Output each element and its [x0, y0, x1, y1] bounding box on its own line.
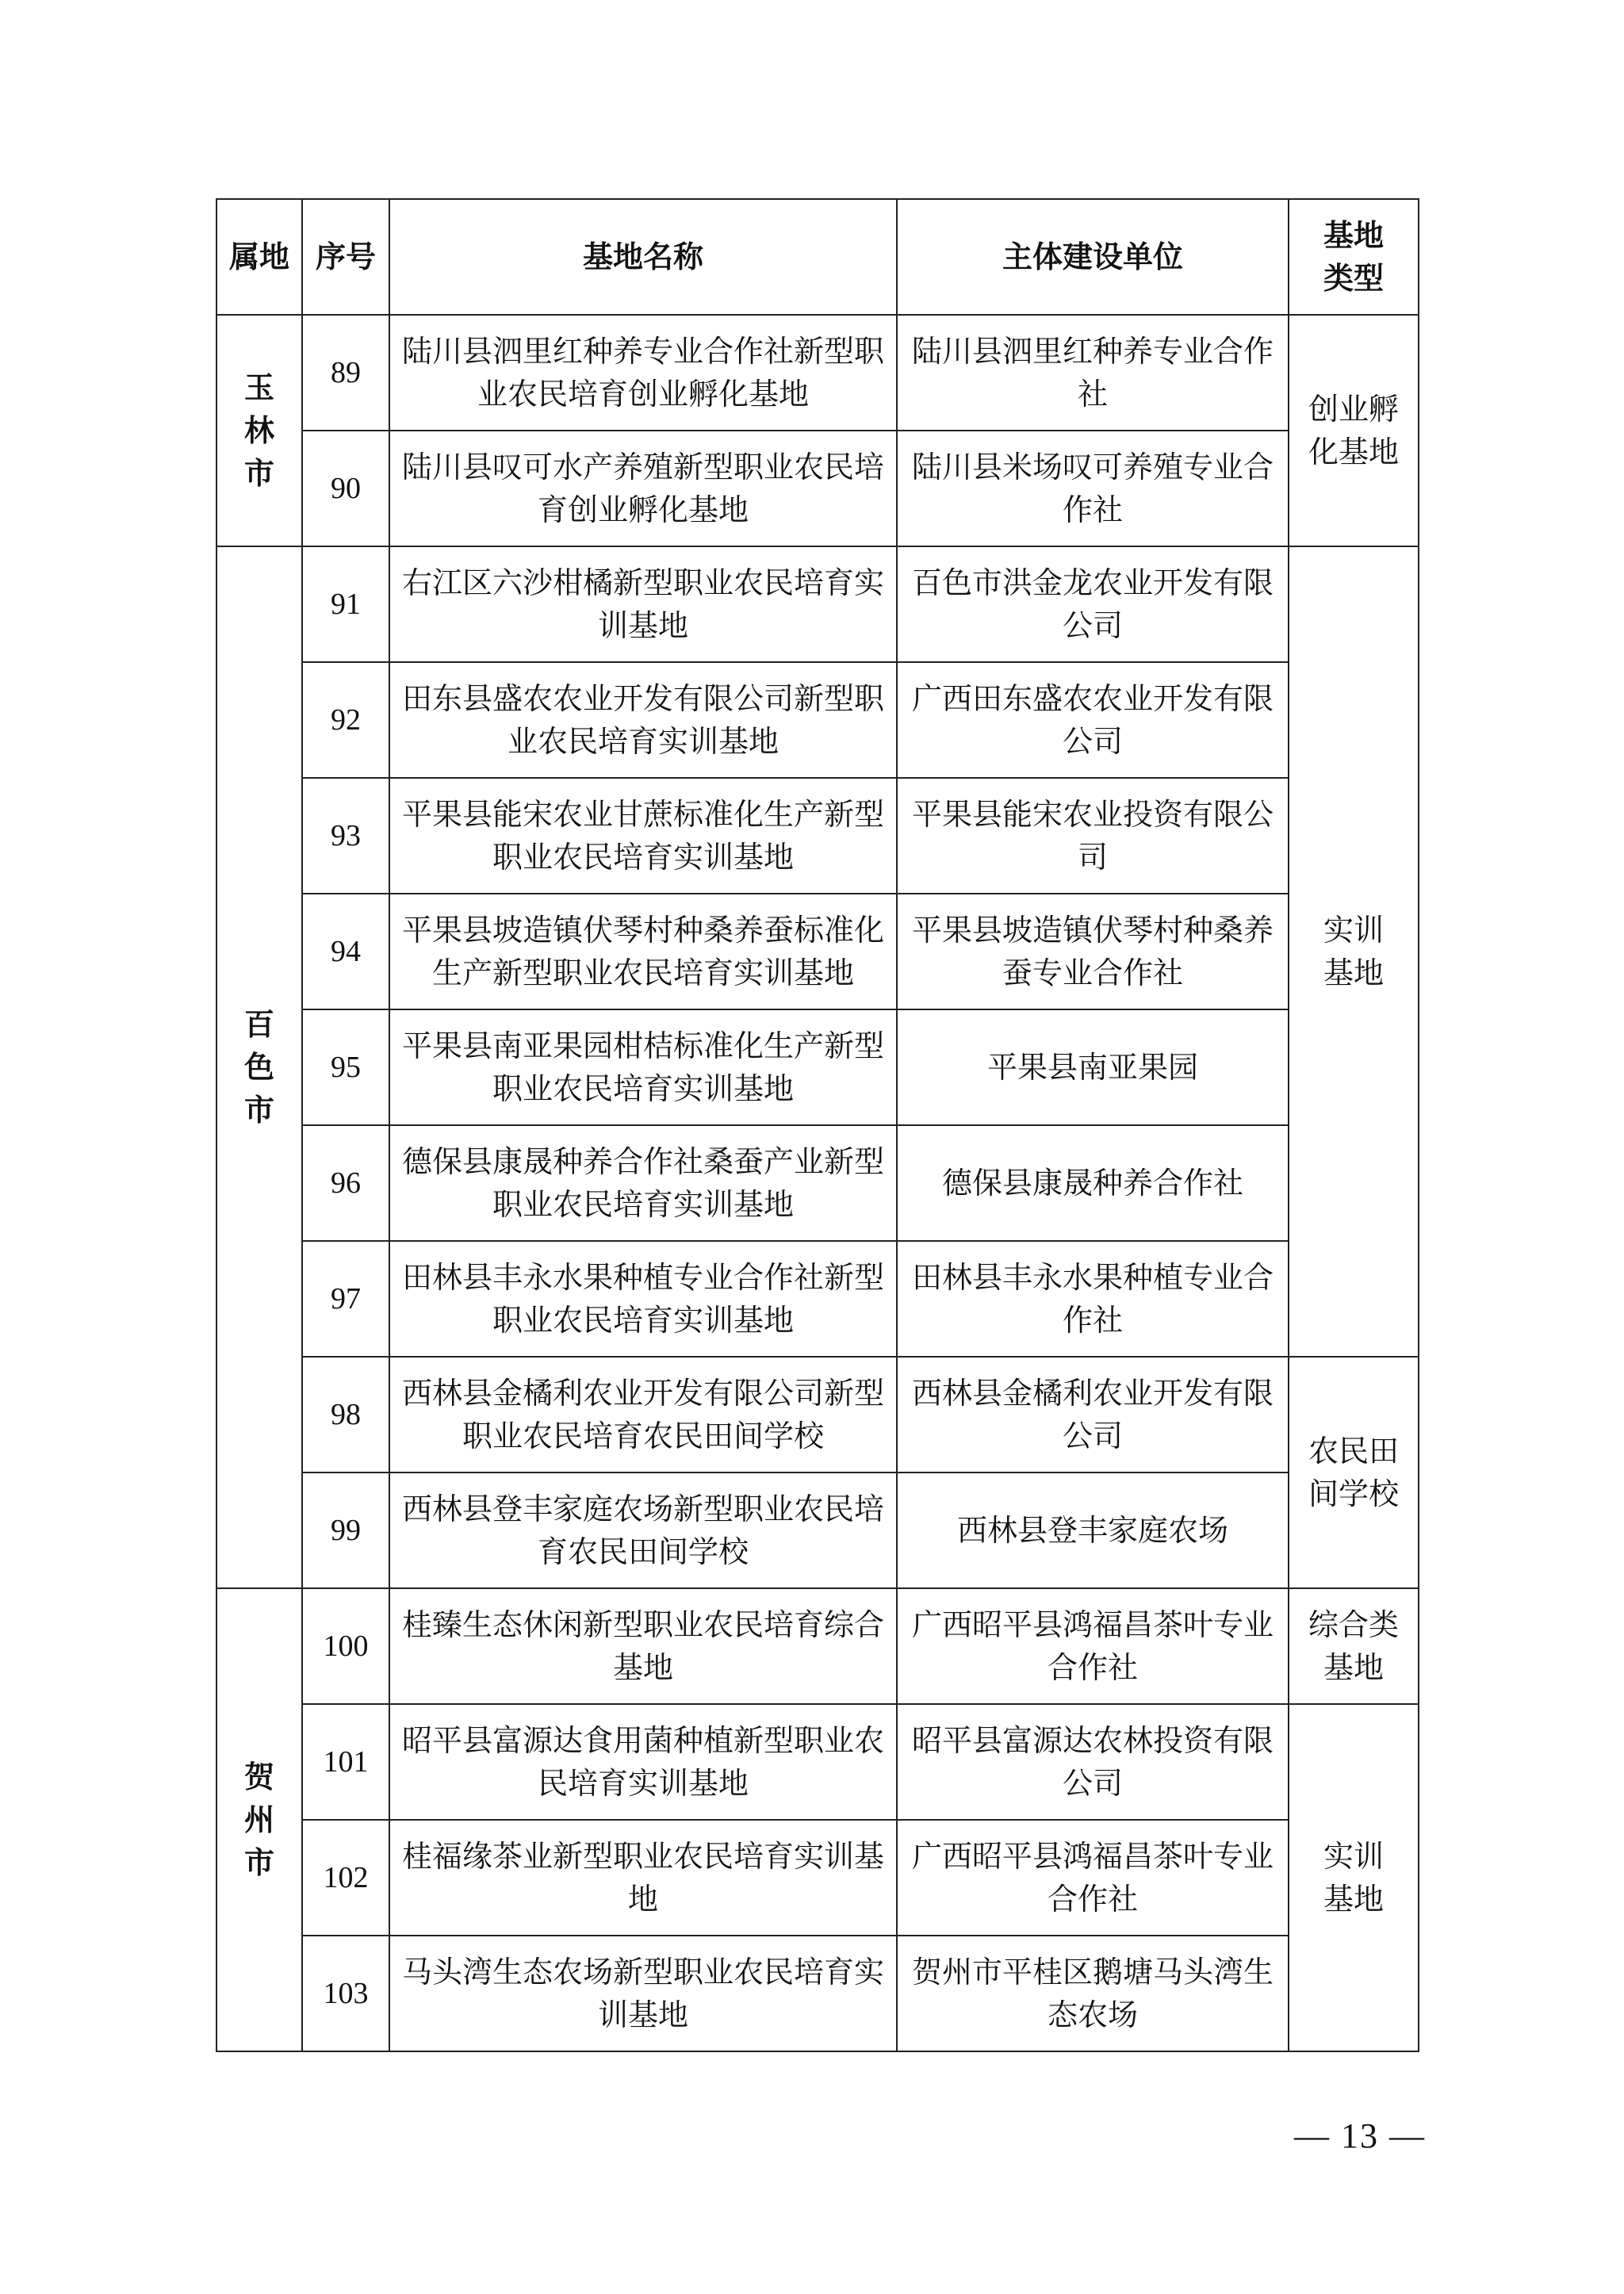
unit-cell: 广西田东盛农农业开发有限公司: [897, 662, 1289, 778]
seq-cell: 97: [302, 1241, 389, 1357]
type-label: 实训基地: [1323, 913, 1384, 990]
seq-cell: 90: [302, 431, 389, 546]
unit-cell: 广西昭平县鸿福昌茶叶专业合作社: [897, 1820, 1289, 1936]
table-row: [216, 894, 1419, 1009]
type-cell: [1289, 1704, 1419, 2051]
city-char: 贺: [243, 1759, 274, 1794]
unit-cell: 广西昭平县鸿福昌茶叶专业合作社: [897, 1588, 1289, 1704]
unit-cell: 平果县能宋农业投资有限公司: [897, 778, 1289, 894]
name-cell: 平果县坡造镇伏琴村种桑养蚕标准化生产新型职业农民培育实训基地: [389, 894, 897, 1009]
name-cell: 桂福缘茶业新型职业农民培育实训基地: [389, 1820, 897, 1936]
type-cell: 创业孵化基地: [1289, 315, 1419, 546]
unit-cell: 平果县南亚果园: [897, 1009, 1289, 1125]
unit-cell: 百色市洪金龙农业开发有限公司: [897, 546, 1289, 662]
name-cell: 平果县南亚果园柑桔标准化生产新型职业农民培育实训基地: [389, 1009, 897, 1125]
city-char: 市: [243, 1092, 274, 1128]
name-cell: 马头湾生态农场新型职业农民培育实训基地: [389, 1936, 897, 2051]
table-row: [216, 1357, 1419, 1473]
seq-cell: 103: [302, 1936, 389, 2051]
name-cell: 右江区六沙柑橘新型职业农民培育实训基地: [389, 546, 897, 662]
seq-cell: 99: [302, 1473, 389, 1588]
table-row: [216, 1241, 1419, 1357]
seq-cell: 92: [302, 662, 389, 778]
table-row: [216, 1820, 1419, 1936]
seq-cell: 100: [302, 1588, 389, 1704]
city-char: 市: [243, 455, 274, 491]
city-char: 色: [243, 1049, 274, 1085]
table-row: [216, 778, 1419, 894]
unit-cell: 贺州市平桂区鹅塘马头湾生态农场: [897, 1936, 1289, 2051]
name-cell: 田东县盛农农业开发有限公司新型职业农民培育实训基地: [389, 662, 897, 778]
table-row: [216, 315, 1419, 431]
page-number: — 13 —: [1294, 2116, 1426, 2155]
unit-cell: 西林县金橘利农业开发有限公司: [897, 1357, 1289, 1473]
type-cell: 农民田间学校: [1289, 1357, 1419, 1588]
table-row: [216, 1588, 1419, 1704]
name-cell: 西林县金橘利农业开发有限公司新型职业农民培育农民田间学校: [389, 1357, 897, 1473]
seq-cell: 96: [302, 1125, 389, 1241]
city-cell-baise: [216, 546, 302, 1588]
city-char: 州: [243, 1802, 274, 1837]
unit-cell: 昭平县富源达农林投资有限公司: [897, 1704, 1289, 1820]
header-name: 基地名称: [389, 199, 897, 315]
city-char: 百: [243, 1006, 274, 1042]
table-row: [216, 1009, 1419, 1125]
name-cell: 德保县康晟种养合作社桑蚕产业新型职业农民培育实训基地: [389, 1125, 897, 1241]
seq-cell: 98: [302, 1357, 389, 1473]
table-row: [216, 1704, 1419, 1820]
header-unit: 主体建设单位: [897, 199, 1289, 315]
base-list-table: [216, 198, 1419, 2052]
seq-cell: 94: [302, 894, 389, 1009]
table-row: [216, 1125, 1419, 1241]
type-label: 实训基地: [1323, 1839, 1384, 1917]
name-cell: 陆川县叹可水产养殖新型职业农民培育创业孵化基地: [389, 431, 897, 546]
name-cell: 陆川县泗里红种养专业合作社新型职业农民培育创业孵化基地: [389, 315, 897, 431]
seq-cell: 102: [302, 1820, 389, 1936]
unit-cell: 西林县登丰家庭农场: [897, 1473, 1289, 1588]
table-row: [216, 1936, 1419, 2051]
city-char: 市: [243, 1844, 274, 1880]
unit-cell: 平果县坡造镇伏琴村种桑养蚕专业合作社: [897, 894, 1289, 1009]
type-cell: 综合类基地: [1289, 1588, 1419, 1704]
name-cell: 田林县丰永水果种植专业合作社新型职业农民培育实训基地: [389, 1241, 897, 1357]
type-cell: [1289, 546, 1419, 1357]
city-cell-hezhou: [216, 1588, 302, 2051]
unit-cell: 陆川县米场叹可养殖专业合作社: [897, 431, 1289, 546]
table-row: [216, 431, 1419, 546]
header-seq: 序号: [302, 199, 389, 315]
table-row: [216, 546, 1419, 662]
header-type-line1: 基地: [1323, 217, 1384, 253]
header-type: [1289, 199, 1419, 315]
seq-cell: 95: [302, 1009, 389, 1125]
table-row: [216, 662, 1419, 778]
seq-cell: 93: [302, 778, 389, 894]
name-cell: 平果县能宋农业甘蔗标准化生产新型职业农民培育实训基地: [389, 778, 897, 894]
seq-cell: 89: [302, 315, 389, 431]
table-row: [216, 1473, 1419, 1588]
unit-cell: 德保县康晟种养合作社: [897, 1125, 1289, 1241]
city-char: 林: [243, 412, 274, 448]
seq-cell: 91: [302, 546, 389, 662]
name-cell: 昭平县富源达食用菌种植新型职业农民培育实训基地: [389, 1704, 897, 1820]
unit-cell: 田林县丰永水果种植专业合作社: [897, 1241, 1289, 1357]
unit-cell: 陆川县泗里红种养专业合作社: [897, 315, 1289, 431]
name-cell: 西林县登丰家庭农场新型职业农民培育农民田间学校: [389, 1473, 897, 1588]
seq-cell: 101: [302, 1704, 389, 1820]
header-type-line2: 类型: [1323, 260, 1384, 296]
name-cell: 桂臻生态休闲新型职业农民培育综合基地: [389, 1588, 897, 1704]
header-region: 属地: [216, 199, 302, 315]
city-char: 玉: [243, 370, 274, 405]
table-header-row: [216, 199, 1419, 315]
city-cell-yulin: [216, 315, 302, 546]
